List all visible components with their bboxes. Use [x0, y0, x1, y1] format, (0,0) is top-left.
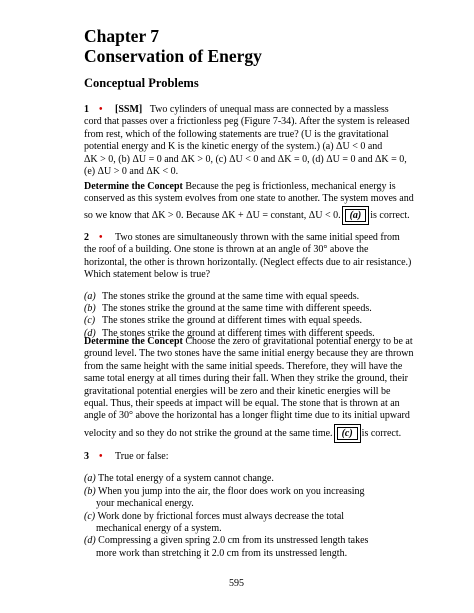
- problem-2-first-line: [84, 232, 400, 244]
- true-false-item: (c) Work done by frictional forces must always decrease the total mechanical energy of a system.: [84, 510, 345, 535]
- solution-text-line: conserved as this system evolves from one state to another. The system moves and: [84, 193, 414, 205]
- answer-box: (c): [337, 427, 358, 440]
- solution-first-line: [84, 181, 394, 193]
- section-heading: Conceptual Problems: [84, 76, 199, 90]
- difficulty-bullet: •: [99, 451, 103, 462]
- solution-text-line: Choose the zero of gravitational potential energy to be at: [185, 336, 413, 347]
- solution-first-line: [84, 336, 413, 348]
- solution-last-line: [84, 427, 402, 440]
- problem-text-line: Two cylinders of unequal mass are connected by a massless: [149, 104, 389, 115]
- solution-text-line: ground level. The two stones have the same initial energy because they are thrown: [84, 348, 414, 360]
- solution-last-line: [84, 209, 410, 222]
- ssm-tag: [SSM]: [115, 104, 143, 115]
- difficulty-bullet: •: [99, 232, 103, 243]
- solution-text-line: from the same height with the same initial speeds. Therefore, they will have the: [84, 360, 403, 372]
- solution-text-line: Because the peg is frictionless, mechanical energy is: [185, 181, 396, 192]
- solution-text-line: same total energy at all times during their fall. When they strike the ground, their: [84, 373, 408, 385]
- solution-label: Determine the Concept: [84, 336, 183, 347]
- problem-text-line: Which statement below is true?: [84, 269, 211, 281]
- problem-text-line: ΔK > 0, (b) ΔU = 0 and ΔK > 0, (c) ΔU < 0 and ΔK = 0, (d) ΔU = 0 and ΔK = 0,: [84, 153, 407, 165]
- solution-text: velocity and so they do not strike the ground at the same time.: [84, 427, 333, 439]
- problem-number: 1: [84, 104, 89, 115]
- answer-option: (b) The stones strike the ground at the same time with different speeds.: [84, 303, 372, 315]
- problem-text-line: the roof of a building. One stone is thrown at an angle of 30° above the: [84, 244, 369, 256]
- problem-number: 3: [84, 451, 89, 462]
- difficulty-bullet: •: [99, 104, 103, 115]
- problem-text-line: cord that passes over a frictionless peg (Figure 7-34). After the system is released: [84, 116, 410, 128]
- solution-text: is correct.: [370, 209, 410, 221]
- problem-text-line: (e) ΔU > 0 and ΔK < 0.: [84, 166, 179, 178]
- true-false-item: (d) Compressing a given spring 2.0 cm from its unstressed length takes more work than stretching it 2.0 cm from its unstressed length.: [84, 535, 369, 559]
- chapter-number: Chapter 7: [84, 26, 160, 46]
- problem-1: [84, 104, 410, 178]
- page-number: 595: [229, 578, 244, 589]
- problem-1-first-line: [84, 104, 394, 116]
- problem-2: [84, 232, 412, 340]
- true-false-item: (a) The total energy of a system cannot change.: [84, 473, 274, 485]
- true-false-item: (b) When you jump into the air, the floor does work on you increasing your mechanical energy.: [84, 485, 365, 510]
- problem-number: 2: [84, 232, 89, 243]
- solution-text-line: equal. Thus, their speeds at impact will be equal. The stone that is thrown at an: [84, 398, 400, 410]
- answer-option: (c) The stones strike the ground at different times with equal speeds.: [84, 315, 363, 327]
- solution-1: [84, 181, 414, 222]
- solution-2: [84, 336, 414, 440]
- problem-text-line: horizontal, the other is thrown horizontally. (Neglect effects due to air resistance.): [84, 256, 412, 268]
- problem-3: [84, 451, 384, 560]
- chapter-heading: [84, 26, 262, 66]
- problem-3-first-line: [84, 451, 384, 463]
- problem-text-line: from rest, which of the following statements are true? (U is the gravitational: [84, 128, 389, 140]
- solution-label: Determine the Concept: [84, 181, 183, 192]
- solution-text: so we know that ΔK > 0. Because ΔK + ΔU = constant, ΔU < 0.: [84, 209, 341, 221]
- answer-box: (a): [345, 209, 367, 222]
- chapter-title: Conservation of Energy: [84, 46, 262, 66]
- problem-text-line: potential energy and K is the kinetic energy of the system.) (a) ΔU < 0 and: [84, 141, 383, 153]
- solution-text: is correct.: [361, 427, 402, 439]
- problem-prompt: True or false:: [115, 451, 169, 462]
- problem-text-line: Two stones are simultaneously thrown with the same initial speed from: [115, 232, 400, 243]
- answer-option: (d) The stones strike the ground at different times with different speeds.: [84, 327, 375, 339]
- answer-option: (a) The stones strike the ground at the same time with equal speeds.: [84, 290, 360, 302]
- solution-text-line: angle of 30° above the horizontal has a longer flight time due to its initial upward: [84, 410, 410, 422]
- solution-text-line: gravitational potential energies will be zero and their kinetic energies will be: [84, 385, 391, 397]
